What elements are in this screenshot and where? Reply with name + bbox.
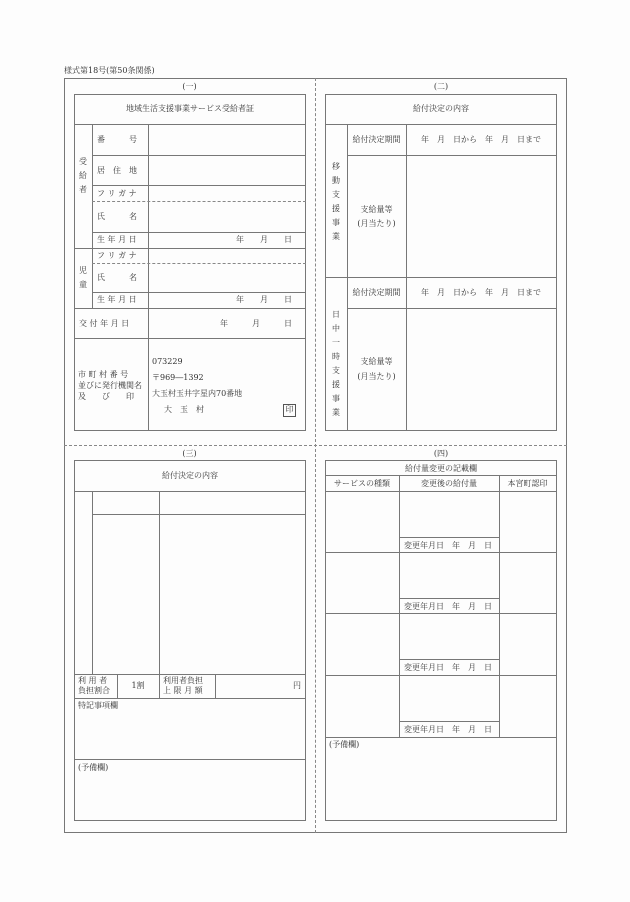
address-field[interactable] bbox=[149, 156, 305, 185]
burden-ratio-label: 利 用 者 bbox=[78, 676, 108, 685]
certificate-title: 地域生活支援事業サービス受給者証 bbox=[126, 104, 254, 113]
change-date[interactable]: 変更年月日 年 月 日 bbox=[404, 602, 492, 611]
burden-limit-field[interactable] bbox=[216, 675, 305, 697]
child-name-label: 氏 名 bbox=[97, 273, 137, 282]
daytime-support-label: 日中一時支援事業 bbox=[332, 310, 340, 417]
reserve-field[interactable] bbox=[326, 751, 556, 820]
amount-label: 支給量等 bbox=[360, 205, 393, 214]
period-value[interactable]: 年 月 日から 年 月 日まで bbox=[421, 135, 541, 144]
furigana-field[interactable] bbox=[149, 186, 305, 201]
number-label: 番 号 bbox=[97, 135, 137, 144]
name-label: 氏 名 bbox=[97, 212, 137, 221]
special-notes-field[interactable] bbox=[75, 712, 305, 759]
section-number: (二) bbox=[433, 82, 449, 91]
burden-ratio-sublabel: 負担割合 bbox=[78, 686, 110, 695]
benefit-title: 給付決定の内容 bbox=[162, 471, 218, 480]
furigana-label: フ リ ガ ナ bbox=[97, 189, 137, 198]
change-date[interactable]: 変更年月日 年 月 日 bbox=[404, 725, 492, 734]
birth-label: 生 年 月 日 bbox=[97, 235, 137, 244]
issuer-name: 大 玉 村 bbox=[164, 405, 204, 414]
benefit-content-field[interactable] bbox=[160, 515, 305, 673]
mobility-support-label: 移動支援事業 bbox=[332, 162, 340, 241]
header-new-amount: 変更後の給付量 bbox=[421, 479, 477, 488]
amount-label: 支給量等 bbox=[360, 357, 393, 366]
child-group-label: 児童 bbox=[79, 266, 87, 289]
birth-value[interactable]: 年 月 日 bbox=[236, 235, 292, 244]
burden-limit-label: 利用者負担 bbox=[163, 676, 203, 685]
number-field[interactable] bbox=[149, 125, 305, 155]
recipient-group-label: 受給者 bbox=[79, 157, 87, 194]
reserve-label: (予備欄) bbox=[329, 740, 360, 749]
form-label: 様式第18号(第50条関係) bbox=[64, 66, 155, 75]
municipality-code: 073229 bbox=[152, 357, 183, 366]
benefit-title: 給付決定の内容 bbox=[413, 104, 469, 113]
period-label: 給付決定期間 bbox=[352, 135, 401, 144]
section-number: (三) bbox=[182, 449, 197, 458]
seal-icon: 印 bbox=[283, 404, 296, 417]
amount-sublabel: (月当たり) bbox=[357, 219, 396, 228]
period-label: 給付決定期間 bbox=[352, 288, 401, 297]
amount-sublabel: (月当たり) bbox=[357, 372, 396, 381]
name-field[interactable] bbox=[149, 202, 305, 232]
child-name-field[interactable] bbox=[149, 264, 305, 292]
mobility-amount-field[interactable] bbox=[407, 156, 556, 277]
postal-code: 〒969―1392 bbox=[152, 373, 204, 382]
child-birth-value[interactable]: 年 月 日 bbox=[236, 295, 292, 304]
special-notes-label: 特記事項欄 bbox=[78, 701, 118, 710]
reserve-field[interactable] bbox=[75, 774, 305, 820]
issue-date-label: 交 付 年 月 日 bbox=[79, 319, 130, 328]
section-number: (一) bbox=[182, 82, 197, 91]
section-number: (四) bbox=[433, 449, 449, 458]
header-approval-seal: 本宮町認印 bbox=[507, 479, 548, 488]
municipality-label-2: 並びに発行機関名 bbox=[78, 381, 142, 390]
child-furigana-field[interactable] bbox=[149, 249, 305, 263]
daytime-amount-field[interactable] bbox=[407, 309, 556, 430]
issue-date-value[interactable]: 年 月 日 bbox=[220, 319, 292, 328]
header-service-type: サービスの種類 bbox=[334, 479, 390, 488]
child-furigana-label: フ リ ガ ナ bbox=[97, 251, 137, 260]
horizontal-fold-line bbox=[64, 445, 567, 446]
reserve-label: (予備欄) bbox=[78, 763, 109, 772]
change-date[interactable]: 変更年月日 年 月 日 bbox=[404, 663, 492, 672]
burden-limit-unit: 円 bbox=[293, 681, 301, 690]
change-date[interactable]: 変更年月日 年 月 日 bbox=[404, 541, 492, 550]
period-value[interactable]: 年 月 日から 年 月 日まで bbox=[421, 288, 541, 297]
change-record-title: 給付量変更の記載欄 bbox=[405, 464, 477, 473]
burden-ratio-value: 1割 bbox=[131, 681, 145, 690]
address-label: 居 住 地 bbox=[97, 166, 137, 175]
issuer-address: 大玉村玉井字星内70番地 bbox=[152, 389, 243, 398]
child-birth-label: 生 年 月 日 bbox=[97, 295, 137, 304]
municipality-label-3: 及 び 印 bbox=[78, 392, 134, 401]
municipality-label-1: 市 町 村 番 号 bbox=[78, 370, 129, 379]
burden-limit-sublabel: 上 限 月 額 bbox=[163, 686, 203, 695]
